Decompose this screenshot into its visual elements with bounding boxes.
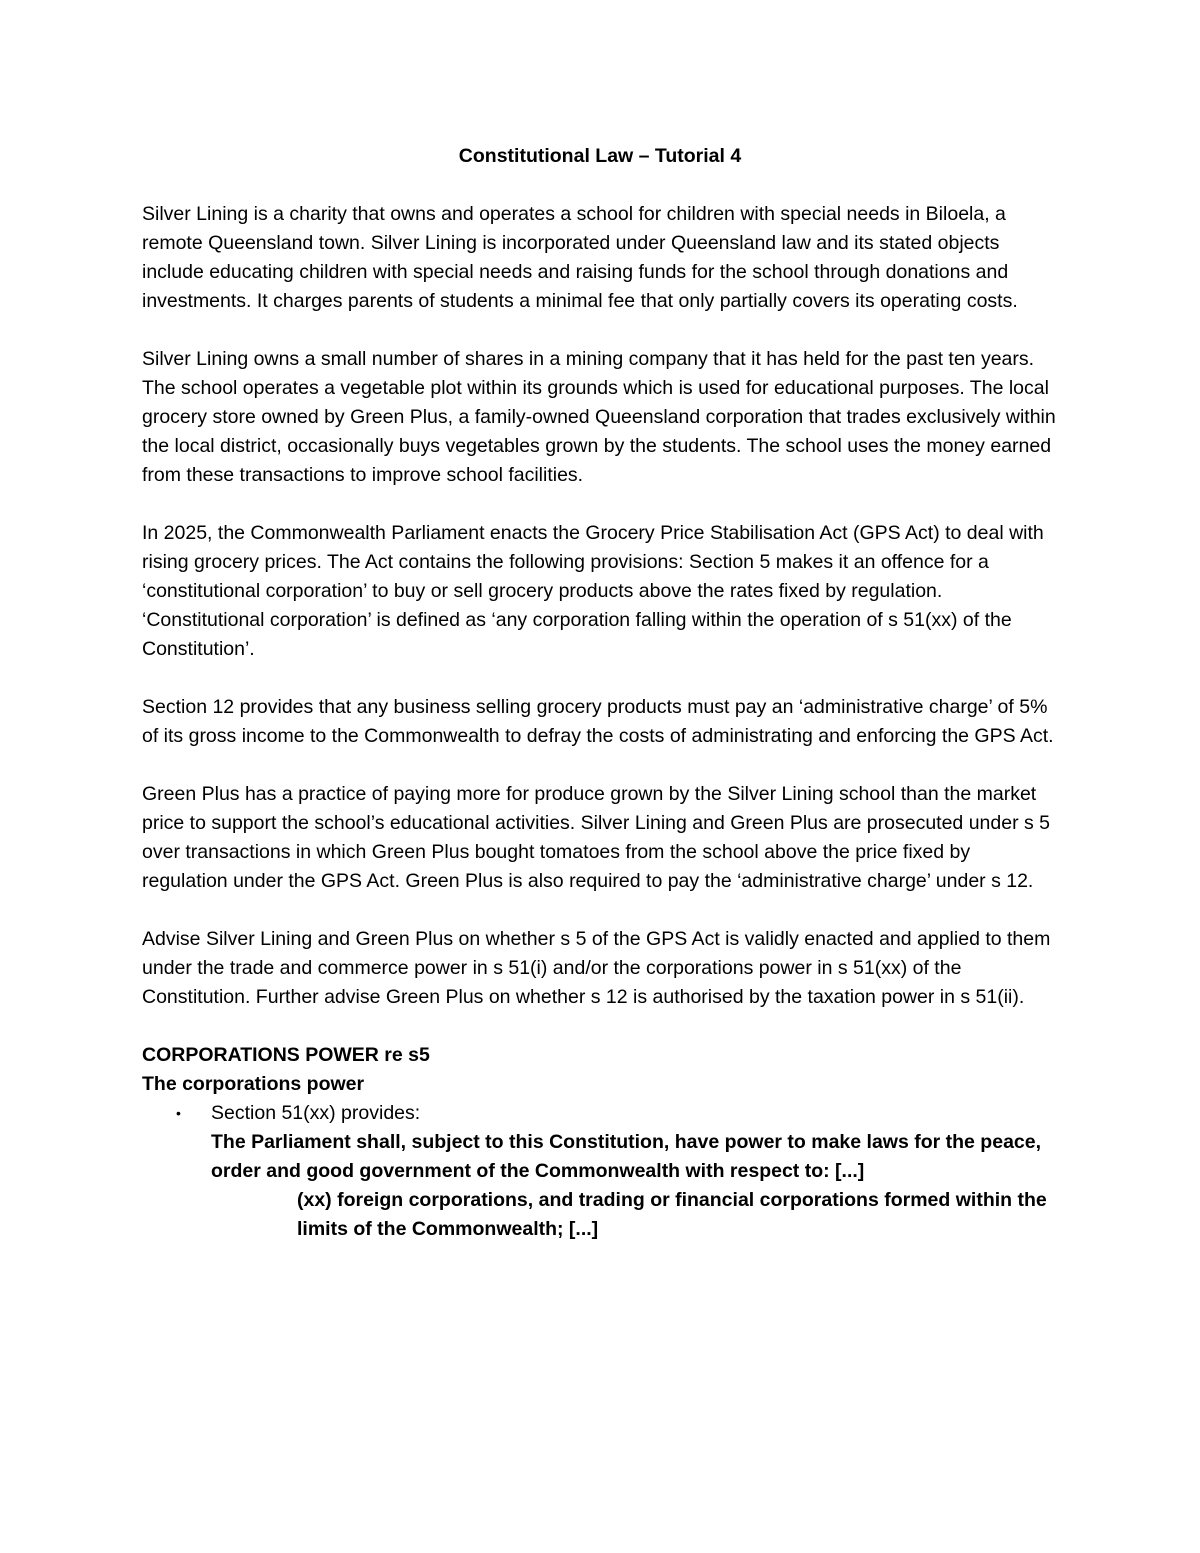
- constitution-quote: The Parliament shall, subject to this Constitution, have power to make laws for the peace, order and good government of the Commonwealth with respect to: [...]: [211, 1131, 1042, 1182]
- section-heading: CORPORATIONS POWER re s5: [142, 1044, 430, 1066]
- constitution-quote-item: (xx) foreign corporations, and trading or financial corporations formed within the limits of the Commonwealth; [...]: [297, 1189, 1047, 1240]
- list-item: [142, 1099, 1058, 1244]
- bullet-icon: •: [176, 1105, 181, 1121]
- paragraph-advice-question: Advise Silver Lining and Green Plus on whether s 5 of the GPS Act is validly enacted and applied to them under the trade and commerce power in s 51(i) and/or the corporations power in s 51(xx) of the Constitution. Further advise Green Plus on whether s 12 is authorised by the taxation power in s 51(ii).: [142, 928, 1051, 1008]
- bullet-text: Section 51(xx) provides:: [211, 1102, 421, 1124]
- subheading: The corporations power: [142, 1073, 365, 1095]
- bullet-list: [142, 1099, 1058, 1244]
- document-body: [142, 142, 1058, 1244]
- paragraph-shares: Silver Lining owns a small number of shares in a mining company that it has held for the past ten years. The school operates a vegetable plot within its grounds which is used for educational purposes. The local grocery store owned by Green Plus, a family-owned Queensland corporation that trades exclusively within the local district, occasionally buys vegetables grown by the students. The school uses the money earned from these transactions to improve school facilities.: [142, 348, 1056, 486]
- paragraph-section-12: Section 12 provides that any business selling grocery products must pay an ‘administrative charge’ of 5% of its gross income to the Commonwealth to defray the costs of administrating and enforcing the GPS Act.: [142, 696, 1054, 747]
- document-title: Constitutional Law – Tutorial 4: [458, 145, 742, 167]
- paragraph-prosecution: Green Plus has a practice of paying more for produce grown by the Silver Lining school than the market price to support the school’s educational activities. Silver Lining and Green Plus are prosecuted under s 5 over transactions in which Green Plus bought tomatoes from the school above the price fixed by regulation under the GPS Act. Green Plus is also required to pay the ‘administrative charge’ under s 12.: [142, 783, 1050, 892]
- paragraph-intro: Silver Lining is a charity that owns and operates a school for children with special needs in Biloela, a remote Queensland town. Silver Lining is incorporated under Queensland law and its stated objects include educating children with special needs and raising funds for the school through donations and investments. It charges parents of students a minimal fee that only partially covers its operating costs.: [142, 203, 1018, 312]
- paragraph-gps-act: In 2025, the Commonwealth Parliament enacts the Grocery Price Stabilisation Act (GPS Act) to deal with rising grocery prices. The Act contains the following provisions: Section 5 makes it an offence for a ‘constitutional corporation’ to buy or sell grocery products above the rates fixed by regulation. ‘Constitutional corporation’ is defined as ‘any corporation falling within the operation of s 51(xx) of the Constitution’.: [142, 522, 1044, 660]
